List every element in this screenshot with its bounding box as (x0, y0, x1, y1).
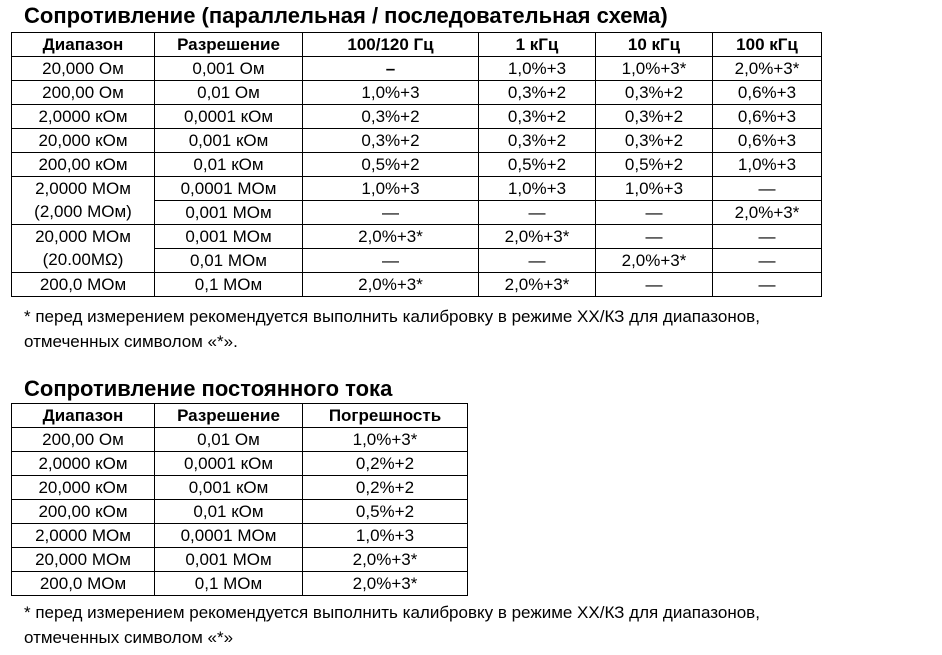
footnote-ac-resistance (24, 304, 760, 354)
cell-accuracy-100khz: 0,6%+3 (713, 129, 822, 153)
cell-resolution: 0,001 МОм (155, 201, 303, 225)
ac-resistance-table (11, 32, 822, 297)
table-row (12, 105, 822, 129)
cell-range: 200,00 Ом (12, 81, 155, 105)
cell-accuracy-100khz: 1,0%+3 (713, 153, 822, 177)
cell-accuracy-100hz: 1,0%+3 (303, 81, 479, 105)
table-row (12, 57, 822, 81)
header-range: Диапазон (12, 33, 155, 57)
cell-range: 2,0000 МОм (12, 524, 155, 548)
dc-resistance-table (11, 403, 468, 596)
cell-accuracy-100khz: 2,0%+3* (713, 201, 822, 225)
cell-accuracy-1khz: — (479, 249, 596, 273)
cell-range: 200,00 кОм (12, 500, 155, 524)
cell-accuracy-10khz: — (596, 225, 713, 249)
cell-resolution: 0,01 кОм (155, 500, 303, 524)
cell-accuracy-100khz: — (713, 177, 822, 201)
cell-accuracy-100hz: — (303, 201, 479, 225)
cell-accuracy: 2,0%+3* (303, 572, 468, 596)
cell-accuracy-1khz: — (479, 201, 596, 225)
cell-resolution: 0,01 Ом (155, 81, 303, 105)
section-title-ac-resistance: Сопротивление (параллельная / последовательная схема) (24, 3, 668, 28)
cell-range: 2,0000 кОм (12, 452, 155, 476)
cell-range: 200,0 МОм (12, 572, 155, 596)
cell-accuracy: 0,2%+2 (303, 476, 468, 500)
cell-accuracy-100hz: 0,5%+2 (303, 153, 479, 177)
cell-accuracy: 1,0%+3 (303, 524, 468, 548)
table-row (12, 201, 822, 225)
table-row (12, 273, 822, 297)
cell-accuracy-1khz: 0,3%+2 (479, 105, 596, 129)
footnote-line: * перед измерением рекомендуется выполнить калибровку в режиме ХХ/КЗ для диапазонов, (24, 603, 760, 622)
table-row (12, 500, 468, 524)
table-row (12, 249, 822, 273)
table-row (12, 177, 822, 201)
table-row (12, 572, 468, 596)
table-row (12, 153, 822, 177)
cell-accuracy-100hz: — (303, 249, 479, 273)
cell-accuracy-100khz: 0,6%+3 (713, 81, 822, 105)
cell-range: 200,00 Ом (12, 428, 155, 452)
cell-resolution: 0,001 МОм (155, 548, 303, 572)
cell-accuracy-100hz: 1,0%+3 (303, 177, 479, 201)
cell-resolution: 0,0001 МОм (155, 524, 303, 548)
cell-accuracy-100khz: 0,6%+3 (713, 105, 822, 129)
footnote-line: отмеченных символом «*» (24, 628, 234, 647)
cell-accuracy-100khz: — (713, 249, 822, 273)
cell-accuracy: 0,2%+2 (303, 452, 468, 476)
cell-range: 20,000 кОм (12, 129, 155, 153)
cell-range-line1: 20,000 МОм (12, 225, 155, 249)
table-row (12, 548, 468, 572)
cell-accuracy-10khz: — (596, 201, 713, 225)
cell-accuracy-1khz: 2,0%+3* (479, 225, 596, 249)
cell-accuracy-1khz: 0,3%+2 (479, 81, 596, 105)
cell-accuracy-10khz: 2,0%+3* (596, 249, 713, 273)
cell-resolution: 0,001 кОм (155, 476, 303, 500)
cell-accuracy-10khz: 0,3%+2 (596, 129, 713, 153)
cell-accuracy-100hz: 2,0%+3* (303, 225, 479, 249)
cell-accuracy-10khz: 1,0%+3 (596, 177, 713, 201)
cell-range: 20,000 Ом (12, 57, 155, 81)
cell-accuracy-10khz: 0,5%+2 (596, 153, 713, 177)
header-range: Диапазон (12, 404, 155, 428)
cell-resolution: 0,01 Ом (155, 428, 303, 452)
cell-accuracy-1khz: 1,0%+3 (479, 57, 596, 81)
cell-resolution: 0,1 МОм (155, 572, 303, 596)
footnote-line: отмеченных символом «*». (24, 332, 238, 351)
cell-accuracy: 1,0%+3* (303, 428, 468, 452)
table-row (12, 81, 822, 105)
header-resolution: Разрешение (155, 33, 303, 57)
cell-accuracy-100khz: 2,0%+3* (713, 57, 822, 81)
cell-range: 2,0000 кОм (12, 105, 155, 129)
cell-range: 20,000 кОм (12, 476, 155, 500)
table-row (12, 428, 468, 452)
cell-accuracy-100khz: — (713, 225, 822, 249)
cell-accuracy-100hz: 0,3%+2 (303, 105, 479, 129)
cell-resolution: 0,1 МОм (155, 273, 303, 297)
cell-accuracy-1khz: 2,0%+3* (479, 273, 596, 297)
cell-accuracy-1khz: 1,0%+3 (479, 177, 596, 201)
cell-resolution: 0,0001 кОм (155, 105, 303, 129)
cell-resolution: 0,0001 МОм (155, 177, 303, 201)
cell-resolution: 0,0001 кОм (155, 452, 303, 476)
cell-range-line2: (2,000 МОм) (12, 201, 155, 225)
cell-accuracy-100hz: 0,3%+2 (303, 129, 479, 153)
table-row (12, 452, 468, 476)
footnote-line: * перед измерением рекомендуется выполнить калибровку в режиме ХХ/КЗ для диапазонов, (24, 307, 760, 326)
cell-accuracy-1khz: 0,3%+2 (479, 129, 596, 153)
cell-accuracy: 2,0%+3* (303, 548, 468, 572)
header-resolution: Разрешение (155, 404, 303, 428)
cell-accuracy-100hz: – (303, 57, 479, 81)
footnote-dc-resistance (24, 600, 760, 650)
table-row (12, 524, 468, 548)
cell-range-line2: (20.00MΩ) (12, 249, 155, 273)
cell-range: 200,0 МОм (12, 273, 155, 297)
cell-resolution: 0,01 МОм (155, 249, 303, 273)
header-freq-10khz: 10 кГц (596, 33, 713, 57)
cell-accuracy-100hz: 2,0%+3* (303, 273, 479, 297)
table-row (12, 225, 822, 249)
cell-range: 200,00 кОм (12, 153, 155, 177)
cell-range-line1: 2,0000 МОм (12, 177, 155, 201)
cell-accuracy-10khz: 1,0%+3* (596, 57, 713, 81)
table-row (12, 129, 822, 153)
section-title-dc-resistance: Сопротивление постоянного тока (24, 376, 393, 401)
cell-resolution: 0,001 Ом (155, 57, 303, 81)
cell-accuracy: 0,5%+2 (303, 500, 468, 524)
cell-range: 20,000 МОм (12, 548, 155, 572)
table-row (12, 476, 468, 500)
cell-accuracy-10khz: — (596, 273, 713, 297)
table-header-row (12, 33, 822, 57)
cell-resolution: 0,01 кОм (155, 153, 303, 177)
header-accuracy: Погрешность (303, 404, 468, 428)
cell-accuracy-10khz: 0,3%+2 (596, 105, 713, 129)
cell-resolution: 0,001 МОм (155, 225, 303, 249)
cell-resolution: 0,001 кОм (155, 129, 303, 153)
header-freq-100hz: 100/120 Гц (303, 33, 479, 57)
cell-accuracy-100khz: — (713, 273, 822, 297)
cell-accuracy-1khz: 0,5%+2 (479, 153, 596, 177)
cell-accuracy-10khz: 0,3%+2 (596, 81, 713, 105)
header-freq-100khz: 100 кГц (713, 33, 822, 57)
table-header-row (12, 404, 468, 428)
header-freq-1khz: 1 кГц (479, 33, 596, 57)
